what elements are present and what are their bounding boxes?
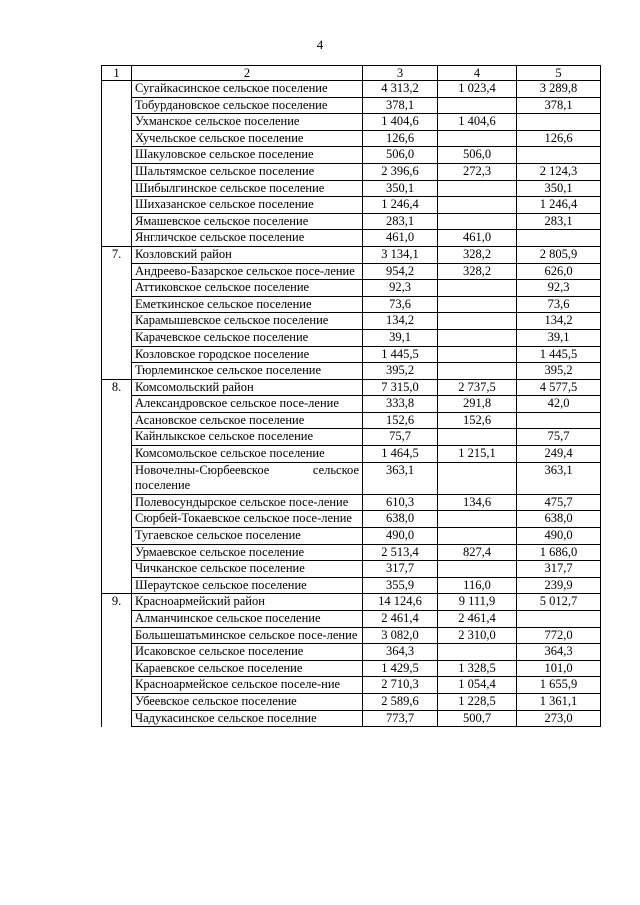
district-row [102, 594, 601, 611]
district-row [102, 379, 601, 396]
total-value-cell: 506,0 [363, 147, 438, 164]
settlement-name-cell: Шальтямское сельское поселение [132, 163, 363, 180]
row-index-cell [102, 263, 132, 280]
district-row [102, 246, 601, 263]
settlement-row [102, 114, 601, 131]
column-5-value-cell [517, 412, 601, 429]
column-4-value-cell [438, 213, 517, 230]
total-value-cell: 2 513,4 [363, 544, 438, 561]
settlement-row [102, 197, 601, 214]
row-index-cell [102, 710, 132, 727]
column-4-value-cell: 134,6 [438, 494, 517, 511]
column-4-value-cell [438, 462, 517, 494]
settlement-name-cell: Ухманское сельское поселение [132, 114, 363, 131]
row-index-cell: 7. [102, 246, 132, 263]
column-5-value-cell: 475,7 [517, 494, 601, 511]
column-4-value-cell [438, 329, 517, 346]
row-index-cell [102, 660, 132, 677]
total-value-cell: 2 396,6 [363, 163, 438, 180]
row-index-cell [102, 81, 132, 98]
settlement-name-cell: Полевосундырское сельское посе-ление [132, 494, 363, 511]
column-5-value-cell: 350,1 [517, 180, 601, 197]
column-4-value-cell: 272,3 [438, 163, 517, 180]
column-5-value-cell: 363,1 [517, 462, 601, 494]
settlement-row [102, 611, 601, 628]
column-4-value-cell [438, 97, 517, 114]
settlement-row [102, 511, 601, 528]
row-index-cell [102, 396, 132, 413]
total-value-cell: 126,6 [363, 130, 438, 147]
settlement-name-cell: Чичканское сельское поселение [132, 561, 363, 578]
column-5-value-cell: 317,7 [517, 561, 601, 578]
column-5-value-cell: 239,9 [517, 577, 601, 594]
total-value-cell: 3 082,0 [363, 627, 438, 644]
column-4-value-cell: 506,0 [438, 147, 517, 164]
row-index-cell [102, 561, 132, 578]
column-4-value-cell [438, 644, 517, 661]
settlement-name-cell: Аттиковское сельское поселение [132, 280, 363, 297]
settlement-row [102, 561, 601, 578]
row-index-cell [102, 577, 132, 594]
column-5-value-cell: 39,1 [517, 329, 601, 346]
settlement-row [102, 313, 601, 330]
settlement-name-cell: Новочелны-Сюрбеевское сельское поселение [132, 462, 363, 494]
total-value-cell: 490,0 [363, 528, 438, 545]
column-5-value-cell: 378,1 [517, 97, 601, 114]
settlement-row [102, 677, 601, 694]
column-5-value-cell: 2 124,3 [517, 163, 601, 180]
settlement-name-cell: Шихазанское сельское поселение [132, 197, 363, 214]
row-index-cell [102, 329, 132, 346]
column-4-value-cell [438, 296, 517, 313]
column-4-value-cell [438, 346, 517, 363]
column-5-value-cell: 1 686,0 [517, 544, 601, 561]
settlement-name-cell: Андреево-Базарское сельское посе-ление [132, 263, 363, 280]
row-index-cell: 9. [102, 594, 132, 611]
settlement-name-cell: Хучельское сельское поселение [132, 130, 363, 147]
settlement-row [102, 296, 601, 313]
row-index-cell [102, 462, 132, 494]
column-4-value-cell [438, 280, 517, 297]
settlement-name-cell: Исаковское сельское поселение [132, 644, 363, 661]
column-4-value-cell [438, 197, 517, 214]
settlement-name-cell: Кайнлыкское сельское поселение [132, 429, 363, 446]
column-5-value-cell: 638,0 [517, 511, 601, 528]
settlement-row [102, 660, 601, 677]
total-value-cell: 1 464,5 [363, 446, 438, 463]
column-5-value-cell: 273,0 [517, 710, 601, 727]
total-value-cell: 378,1 [363, 97, 438, 114]
total-value-cell: 134,2 [363, 313, 438, 330]
settlement-name-cell: Красноармейский район [132, 594, 363, 611]
total-value-cell: 3 134,1 [363, 246, 438, 263]
column-4-value-cell: 116,0 [438, 577, 517, 594]
row-index-cell [102, 677, 132, 694]
column-5-value-cell [517, 147, 601, 164]
total-value-cell: 355,9 [363, 577, 438, 594]
total-value-cell: 2 461,4 [363, 611, 438, 628]
column-4-value-cell: 152,6 [438, 412, 517, 429]
column-5-value-cell: 134,2 [517, 313, 601, 330]
settlement-row [102, 163, 601, 180]
column-header-1: 1 [102, 66, 132, 81]
settlement-row [102, 627, 601, 644]
total-value-cell: 333,8 [363, 396, 438, 413]
settlement-row [102, 81, 601, 98]
column-5-value-cell: 101,0 [517, 660, 601, 677]
column-4-value-cell: 461,0 [438, 230, 517, 247]
column-5-value-cell: 364,3 [517, 644, 601, 661]
total-value-cell: 1 404,6 [363, 114, 438, 131]
column-4-value-cell [438, 130, 517, 147]
column-4-value-cell: 2 310,0 [438, 627, 517, 644]
column-5-value-cell: 92,3 [517, 280, 601, 297]
column-5-value-cell: 249,4 [517, 446, 601, 463]
settlement-row [102, 147, 601, 164]
column-4-value-cell [438, 313, 517, 330]
row-index-cell: 8. [102, 379, 132, 396]
column-4-value-cell [438, 363, 517, 380]
settlement-row [102, 346, 601, 363]
settlement-name-cell: Ямашевское сельское поселение [132, 213, 363, 230]
row-index-cell [102, 147, 132, 164]
row-index-cell [102, 280, 132, 297]
row-index-cell [102, 197, 132, 214]
column-5-value-cell: 4 577,5 [517, 379, 601, 396]
settlement-row [102, 213, 601, 230]
column-number-row [102, 66, 601, 81]
row-index-cell [102, 313, 132, 330]
column-5-value-cell: 1 361,1 [517, 693, 601, 710]
settlement-name-cell: Шераутское сельское поселение [132, 577, 363, 594]
settlement-name-cell: Александровское сельское посе-ление [132, 396, 363, 413]
settlement-row [102, 462, 601, 494]
column-4-value-cell [438, 511, 517, 528]
column-5-value-cell: 490,0 [517, 528, 601, 545]
column-5-value-cell: 2 805,9 [517, 246, 601, 263]
total-value-cell: 2 710,3 [363, 677, 438, 694]
total-value-cell: 1 429,5 [363, 660, 438, 677]
column-4-value-cell: 500,7 [438, 710, 517, 727]
total-value-cell: 39,1 [363, 329, 438, 346]
settlement-name-cell: Чадукасинское сельское поселние [132, 710, 363, 727]
total-value-cell: 14 124,6 [363, 594, 438, 611]
column-4-value-cell: 1 215,1 [438, 446, 517, 463]
total-value-cell: 152,6 [363, 412, 438, 429]
settlement-name-cell: Большешатьминское сельское посе-ление [132, 627, 363, 644]
row-index-cell [102, 494, 132, 511]
column-5-value-cell: 75,7 [517, 429, 601, 446]
settlement-name-cell: Тюрлеминское сельское поселение [132, 363, 363, 380]
total-value-cell: 283,1 [363, 213, 438, 230]
budget-table [101, 65, 601, 727]
column-5-value-cell: 42,0 [517, 396, 601, 413]
column-5-value-cell: 626,0 [517, 263, 601, 280]
settlement-name-cell: Карачевское сельское поселение [132, 329, 363, 346]
row-index-cell [102, 163, 132, 180]
settlement-row [102, 710, 601, 727]
settlement-row [102, 544, 601, 561]
total-value-cell: 1 445,5 [363, 346, 438, 363]
settlement-name-cell: Комсомольское сельское поселение [132, 446, 363, 463]
settlement-name-cell: Асановское сельское поселение [132, 412, 363, 429]
total-value-cell: 395,2 [363, 363, 438, 380]
settlement-name-cell: Шакуловское сельское поселение [132, 147, 363, 164]
column-5-value-cell: 1 445,5 [517, 346, 601, 363]
column-4-value-cell: 9 111,9 [438, 594, 517, 611]
column-4-value-cell [438, 180, 517, 197]
settlement-name-cell: Козловский район [132, 246, 363, 263]
settlement-row [102, 329, 601, 346]
settlement-row [102, 180, 601, 197]
settlement-row [102, 494, 601, 511]
row-index-cell [102, 230, 132, 247]
column-5-value-cell [517, 611, 601, 628]
settlement-row [102, 280, 601, 297]
column-4-value-cell: 328,2 [438, 263, 517, 280]
row-index-cell [102, 130, 132, 147]
settlement-row [102, 577, 601, 594]
column-5-value-cell: 1 655,9 [517, 677, 601, 694]
total-value-cell: 317,7 [363, 561, 438, 578]
settlement-name-cell: Карамышевское сельское поселение [132, 313, 363, 330]
column-header-4: 4 [438, 66, 517, 81]
row-index-cell [102, 511, 132, 528]
row-index-cell [102, 429, 132, 446]
column-header-3: 3 [363, 66, 438, 81]
column-4-value-cell [438, 561, 517, 578]
column-5-value-cell: 1 246,4 [517, 197, 601, 214]
column-5-value-cell: 5 012,7 [517, 594, 601, 611]
settlement-name-cell: Караевское сельское поселение [132, 660, 363, 677]
settlement-name-cell: Урмаевское сельское поселение [132, 544, 363, 561]
row-index-cell [102, 412, 132, 429]
settlement-row [102, 693, 601, 710]
total-value-cell: 73,6 [363, 296, 438, 313]
settlement-row [102, 446, 601, 463]
row-index-cell [102, 446, 132, 463]
column-5-value-cell: 283,1 [517, 213, 601, 230]
column-5-value-cell [517, 114, 601, 131]
page-number: 4 [316, 37, 324, 52]
row-index-cell [102, 627, 132, 644]
total-value-cell: 75,7 [363, 429, 438, 446]
total-value-cell: 92,3 [363, 280, 438, 297]
settlement-row [102, 130, 601, 147]
column-5-value-cell: 126,6 [517, 130, 601, 147]
total-value-cell: 7 315,0 [363, 379, 438, 396]
column-4-value-cell: 1 228,5 [438, 693, 517, 710]
total-value-cell: 773,7 [363, 710, 438, 727]
column-4-value-cell [438, 528, 517, 545]
settlement-name-cell: Сюрбей-Токаевское сельское посе-ление [132, 511, 363, 528]
total-value-cell: 638,0 [363, 511, 438, 528]
column-header-2: 2 [132, 66, 363, 81]
total-value-cell: 610,3 [363, 494, 438, 511]
row-index-cell [102, 97, 132, 114]
column-5-value-cell: 3 289,8 [517, 81, 601, 98]
row-index-cell [102, 363, 132, 380]
settlement-name-cell: Комсомольский район [132, 379, 363, 396]
total-value-cell: 350,1 [363, 180, 438, 197]
total-value-cell: 2 589,6 [363, 693, 438, 710]
column-4-value-cell: 827,4 [438, 544, 517, 561]
column-5-value-cell: 73,6 [517, 296, 601, 313]
column-4-value-cell: 2 737,5 [438, 379, 517, 396]
total-value-cell: 4 313,2 [363, 81, 438, 98]
column-4-value-cell: 1 054,4 [438, 677, 517, 694]
column-header-5: 5 [517, 66, 601, 81]
settlement-name-cell: Убеевское сельское поселение [132, 693, 363, 710]
settlement-row [102, 412, 601, 429]
settlement-name-cell: Козловское городское поселение [132, 346, 363, 363]
settlement-name-cell: Красноармейское сельское поселе-ние [132, 677, 363, 694]
settlement-row [102, 97, 601, 114]
column-5-value-cell [517, 230, 601, 247]
settlement-name-cell: Алманчинское сельское поселение [132, 611, 363, 628]
total-value-cell: 461,0 [363, 230, 438, 247]
row-index-cell [102, 346, 132, 363]
column-4-value-cell: 1 023,4 [438, 81, 517, 98]
column-5-value-cell: 772,0 [517, 627, 601, 644]
settlement-name-cell: Тобурдановское сельское поселение [132, 97, 363, 114]
settlement-row [102, 528, 601, 545]
column-4-value-cell: 328,2 [438, 246, 517, 263]
row-index-cell [102, 180, 132, 197]
row-index-cell [102, 296, 132, 313]
row-index-cell [102, 693, 132, 710]
column-5-value-cell: 395,2 [517, 363, 601, 380]
settlement-name-cell: Сугайкасинское сельское поселение [132, 81, 363, 98]
settlement-name-cell: Янгличское сельское поселение [132, 230, 363, 247]
total-value-cell: 954,2 [363, 263, 438, 280]
row-index-cell [102, 213, 132, 230]
settlement-name-cell: Тугаевское сельское поселение [132, 528, 363, 545]
settlement-row [102, 363, 601, 380]
settlement-name-cell: Еметкинское сельское поселение [132, 296, 363, 313]
row-index-cell [102, 644, 132, 661]
column-4-value-cell: 2 461,4 [438, 611, 517, 628]
total-value-cell: 364,3 [363, 644, 438, 661]
row-index-cell [102, 611, 132, 628]
total-value-cell: 363,1 [363, 462, 438, 494]
column-4-value-cell: 1 328,5 [438, 660, 517, 677]
column-4-value-cell: 291,8 [438, 396, 517, 413]
row-index-cell [102, 114, 132, 131]
row-index-cell [102, 544, 132, 561]
settlement-name-cell: Шибылгинское сельское поселение [132, 180, 363, 197]
column-4-value-cell [438, 429, 517, 446]
row-index-cell [102, 528, 132, 545]
table-body [102, 81, 601, 727]
settlement-row [102, 429, 601, 446]
total-value-cell: 1 246,4 [363, 197, 438, 214]
column-4-value-cell: 1 404,6 [438, 114, 517, 131]
settlement-row [102, 230, 601, 247]
settlement-row [102, 644, 601, 661]
settlement-row [102, 396, 601, 413]
settlement-row [102, 263, 601, 280]
